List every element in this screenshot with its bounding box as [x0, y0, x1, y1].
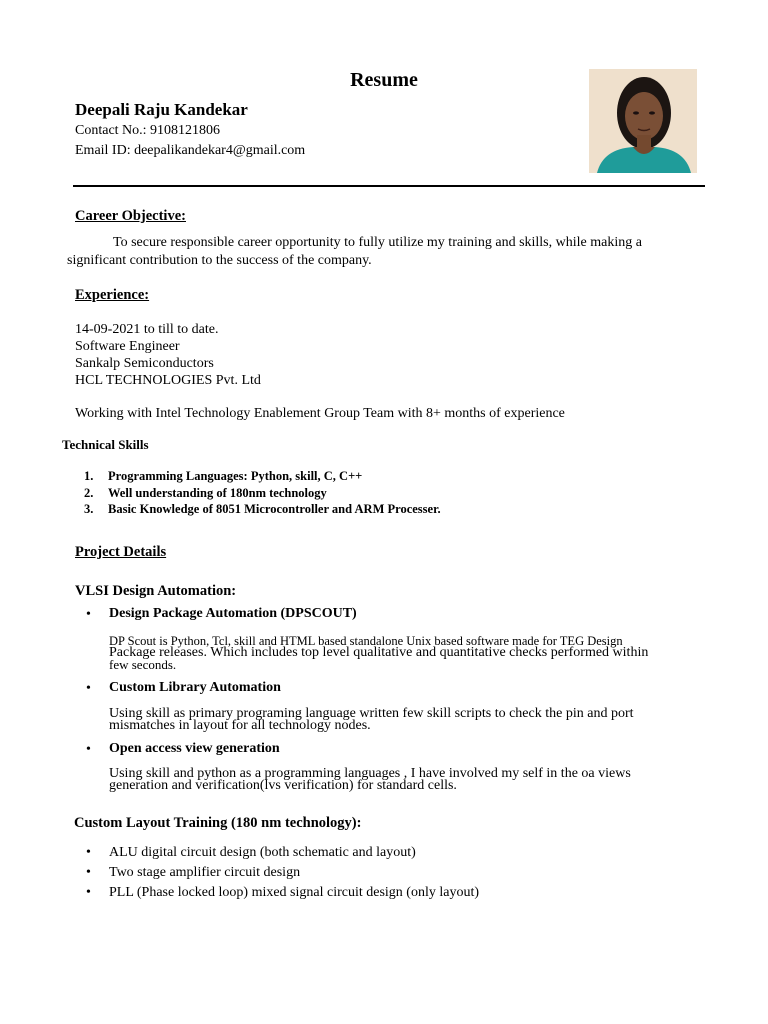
list-item: 3. Basic Knowledge of 8051 Microcontroller and ARM Processer. [84, 502, 441, 516]
training-heading: Custom Layout Training (180 nm technology): [74, 815, 362, 831]
project-title-oa-view: Open access view generation [109, 741, 280, 756]
list-item: 2. Well understanding of 180nm technology [84, 485, 327, 500]
candidate-name: Deepali Raju Kandekar [75, 100, 248, 119]
project-desc-line: few seconds. [109, 657, 177, 672]
project-desc-line: DP Scout is Python, Tcl, skill and HTML based standalone Unix based software made for TEG Design [109, 634, 623, 648]
experience-heading: Experience: [75, 287, 150, 303]
project-desc-line: Using skill as primary programing language written few skill scripts to check the pin and port [109, 706, 634, 721]
experience-date: 14-09-2021 to till to date. [75, 322, 219, 337]
email-address: Email ID: deepalikandekar4@gmail.com [75, 143, 306, 158]
list-item: • PLL (Phase locked loop) mixed signal circuit design (only layout) [86, 885, 480, 900]
experience-client: HCL TECHNOLOGIES Pvt. Ltd [75, 373, 261, 388]
experience-summary: Working with Intel Technology Enablement Group Team with 8+ months of experience [75, 406, 565, 421]
list-item: • ALU digital circuit design (both schematic and layout) [86, 845, 416, 860]
career-objective-heading: Career Objective: [75, 208, 186, 224]
list-item: • Two stage amplifier circuit design [86, 865, 301, 880]
project-title-custom-library: Custom Library Automation [109, 680, 281, 695]
career-objective-line-2: significant contribution to the success of the company. [67, 253, 372, 268]
project-desc-line: Package releases. Which includes top level qualitative and quantitative checks performed within [109, 645, 649, 660]
header-divider [73, 185, 705, 187]
career-objective-line-1: To secure responsible career opportunity to fully utilize my training and skills, while making a [113, 235, 642, 250]
project-desc-line: generation and verification(lvs verification) for standard cells. [109, 778, 457, 793]
project-details-heading: Project Details [75, 544, 167, 560]
training-list [86, 843, 479, 903]
project-title-dpscout: Design Package Automation (DPSCOUT) [109, 606, 357, 621]
technical-skills-heading: Technical Skills [62, 437, 149, 452]
profile-photo [589, 69, 697, 173]
list-item: 1. Programming Languages: Python, skill, C, C++ [84, 469, 363, 483]
vlsi-heading: VLSI Design Automation: [75, 583, 237, 599]
bullet: • [86, 742, 91, 757]
bullet: • [86, 607, 91, 622]
project-desc-line: Using skill and python as a programming languages , I have involved my self in the oa views [109, 766, 631, 781]
resume-title: Resume [350, 69, 418, 91]
contact-number: Contact No.: 9108121806 [75, 123, 221, 138]
experience-role: Software Engineer [75, 339, 180, 354]
experience-company: Sankalp Semiconductors [75, 356, 214, 371]
bullet: • [86, 681, 91, 696]
skills-list [84, 468, 441, 518]
project-desc-line: mismatches in layout for all technology nodes. [109, 718, 371, 733]
